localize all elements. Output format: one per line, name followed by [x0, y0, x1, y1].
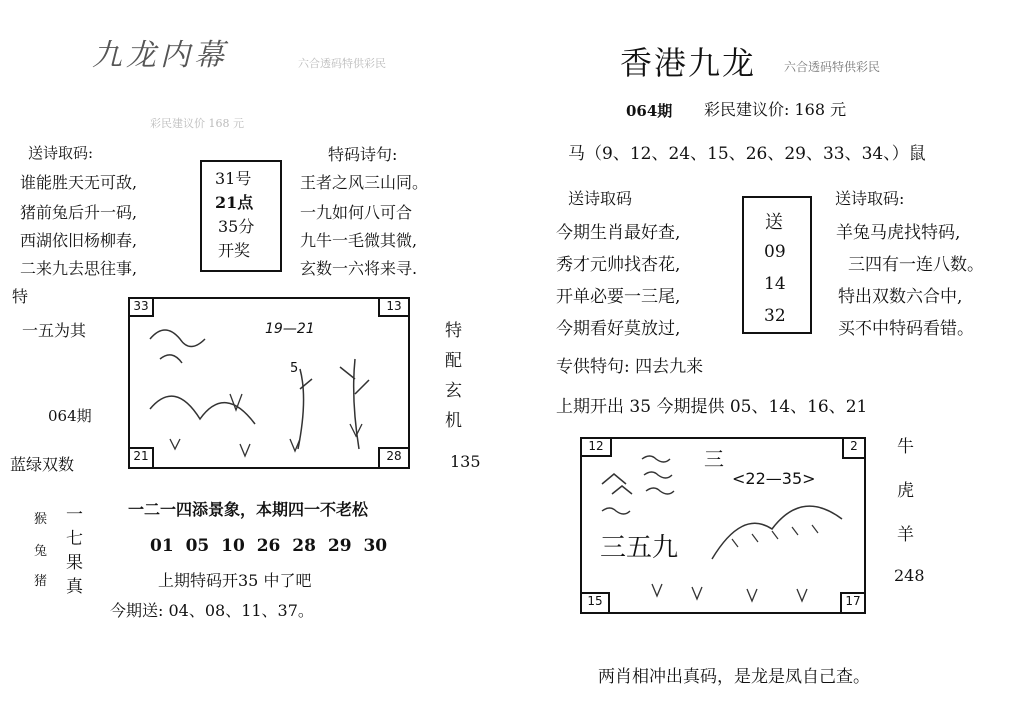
left-side-right-char: 配: [445, 351, 462, 371]
left-side-left: 一五为其: [22, 321, 87, 340]
right-last-issue: 上期开出 35 今期提供 05、14、16、21: [556, 397, 868, 417]
right-sketch-range: <22—35>: [732, 469, 816, 488]
right-side-animal: 牛: [897, 437, 914, 457]
right-poem-a-header: 送诗取码: [568, 189, 633, 208]
right-title: 香港九龙: [620, 44, 757, 82]
right-poem-a-line: 秀才元帅找杏花,: [556, 255, 681, 275]
right-poem-b-header: 送诗取码:: [835, 189, 905, 208]
right-send-num: 32: [764, 306, 786, 326]
left-title: 九龙内幕: [92, 38, 228, 73]
right-issue: 064期: [626, 102, 673, 120]
right-corner-br: 17: [840, 592, 866, 614]
right-poem-b-line: 羊兔马虎找特码,: [836, 223, 961, 243]
right-corner-bl: 15: [580, 592, 610, 614]
left-poem-a-line: 西湖依旧杨柳春,: [20, 231, 138, 250]
left-side-right-num: 135: [450, 452, 481, 471]
right-side-num: 248: [894, 566, 925, 585]
left-poem-a-header: 送诗取码:: [28, 144, 94, 162]
right-poem-a-line: 开单必要一三尾,: [556, 287, 681, 307]
left-poem-b-line: 一九如何八可合: [300, 203, 413, 222]
right-title-sub: 六合透码特供彩民: [784, 60, 881, 74]
left-poem-a-line: 猪前兔后升一码,: [20, 203, 138, 222]
left-banner: 一二一四添景象，本期四一不老松: [128, 500, 369, 519]
left-animal: 猴: [34, 512, 48, 527]
draw-minute: 35分: [218, 217, 255, 236]
left-corner-tr: 13: [378, 297, 410, 317]
right-sketch-san: 三: [704, 447, 724, 471]
draw-label: 开奖: [218, 241, 251, 260]
left-corner-br: 28: [378, 447, 410, 469]
left-animal: 猪: [34, 574, 48, 589]
left-numbers: 01 05 10 26 28 29 30: [150, 536, 388, 556]
left-animal: 兔: [34, 544, 48, 559]
left-corner-bl: 21: [128, 447, 154, 469]
left-poem-b-line: 九牛一毛微其微,: [300, 231, 418, 250]
left-poem-b-line: 玄数一六将来寻.: [300, 259, 418, 278]
right-sketch-sanwujiu: 三五九: [600, 533, 679, 563]
left-phrase-char: 七: [66, 529, 83, 549]
left-side-right-char: 机: [445, 411, 462, 431]
left-sketch-range: 19—21: [265, 321, 315, 337]
left-title-sub2: 彩民建议价 168 元: [150, 117, 244, 130]
right-send-label: 送: [765, 212, 783, 233]
left-title-sub: 六合透码特供彩民: [298, 57, 386, 70]
left-phrase-char: 果: [66, 553, 83, 573]
left-phrase-char: 一: [66, 505, 83, 525]
right-illustration: [580, 437, 866, 614]
left-poem-a-line: 谁能胜天无可敌,: [20, 173, 138, 192]
draw-date: 31号: [215, 169, 252, 188]
left-today-send: 今期送: 04、08、11、37。: [110, 601, 314, 620]
right-poem-a-line: 今期看好莫放过,: [556, 319, 681, 339]
right-poem-b-line: 特出双数六合中,: [838, 287, 963, 307]
left-side-left-bottom: 蓝绿双数: [10, 455, 75, 474]
right-corner-tl: 12: [580, 437, 612, 457]
left-corner-tl: 33: [128, 297, 154, 317]
right-horse-line: 马（9、12、24、15、26、29、33、34、）鼠: [568, 144, 926, 164]
left-sketch-n: 5: [290, 361, 299, 376]
left-te-char: 特: [12, 287, 29, 306]
right-send-num: 09: [764, 242, 786, 262]
right-corner-tr: 2: [842, 437, 866, 459]
right-poem-b-line: 买不中特码看错。: [838, 319, 974, 339]
left-issue: 064期: [48, 407, 92, 425]
left-side-right-char: 特: [445, 321, 462, 341]
left-poem-b-line: 王者之风三山同。: [300, 173, 429, 192]
right-poem-a-line: 今期生肖最好查,: [556, 223, 681, 243]
left-phrase-char: 真: [66, 577, 83, 597]
right-footer: 两肖相冲出真码，是龙是凤自己查。: [598, 667, 870, 687]
left-side-right-char: 玄: [445, 381, 462, 401]
left-poem-b-header: 特码诗句:: [328, 145, 398, 164]
right-price: 彩民建议价: 168 元: [704, 100, 847, 119]
right-special: 专供特句: 四去九来: [556, 357, 704, 377]
right-side-animal: 羊: [897, 525, 914, 545]
left-illustration: [128, 297, 410, 469]
right-poem-b-line: 三四有一连八数。: [848, 255, 984, 275]
right-send-num: 14: [764, 274, 786, 294]
right-side-animal: 虎: [897, 481, 914, 501]
left-poem-a-line: 二来九去思往事,: [20, 259, 138, 278]
draw-hour: 21点: [215, 193, 254, 212]
left-last-issue: 上期特码开35 中了吧: [158, 571, 312, 590]
